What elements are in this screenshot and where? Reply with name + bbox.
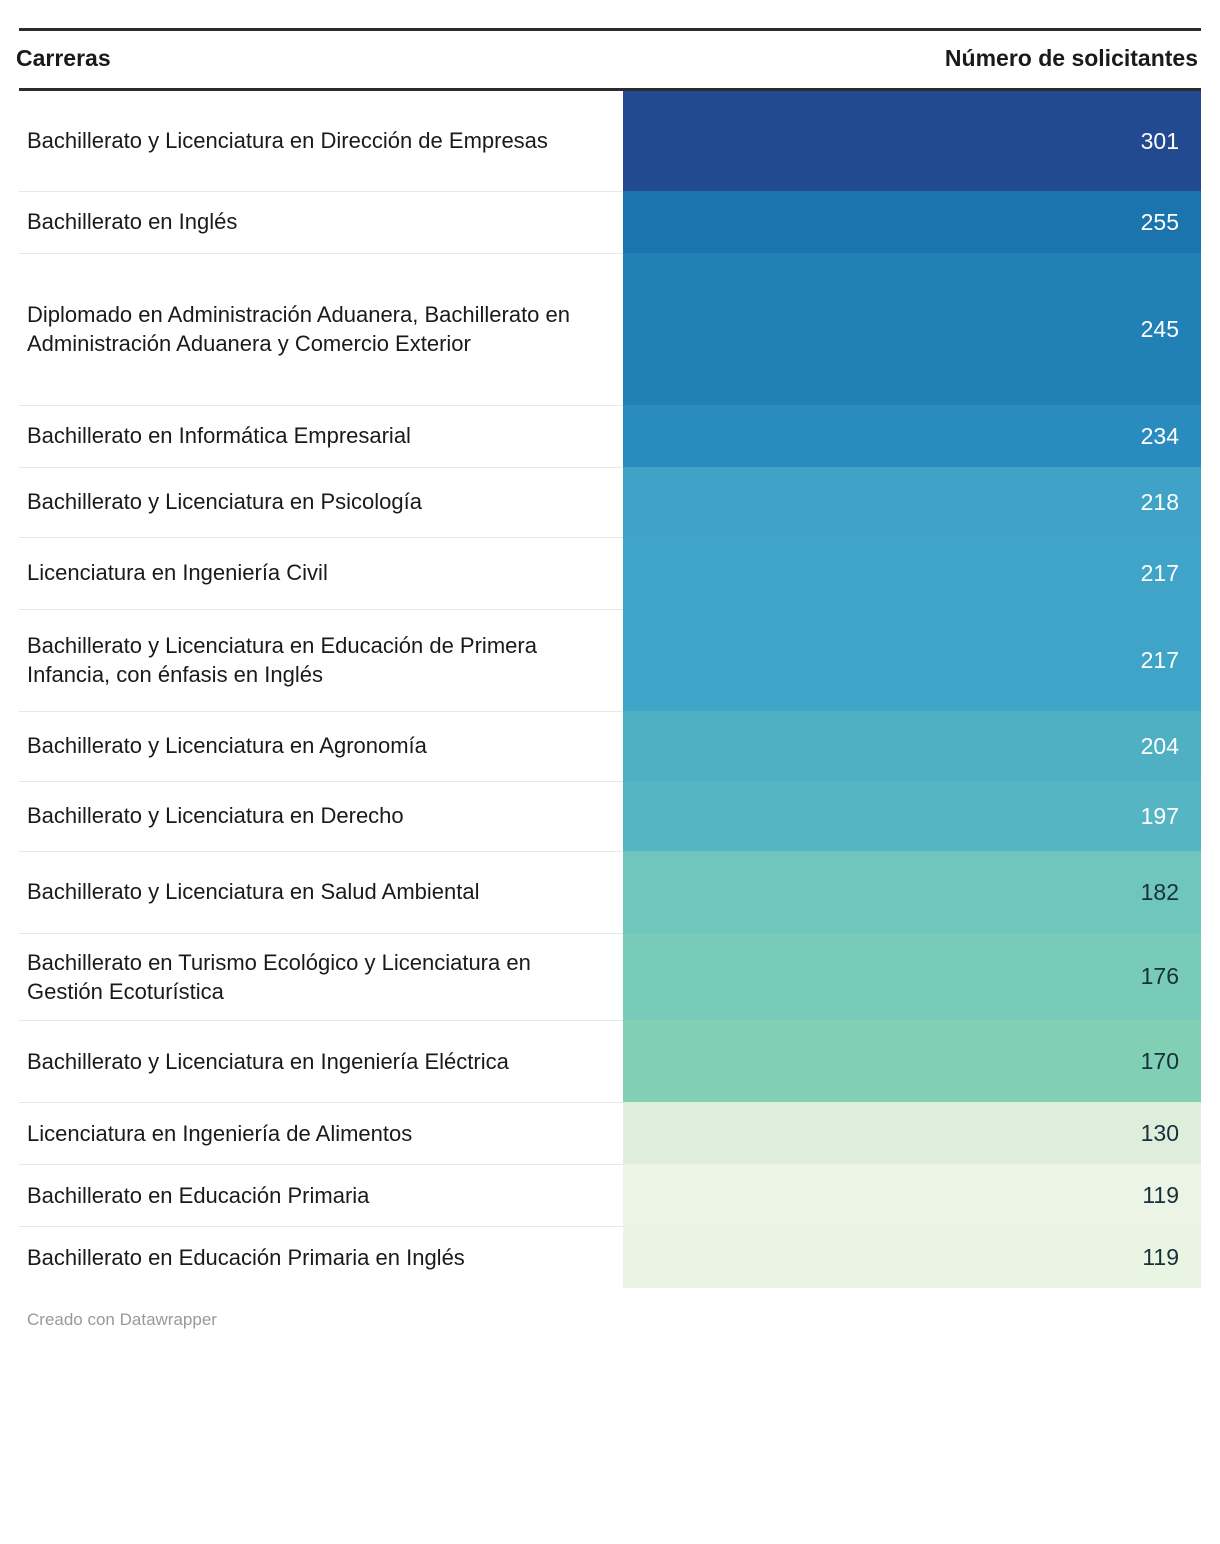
row-value: 301	[623, 91, 1201, 191]
table-row	[19, 1164, 1201, 1226]
table-row	[19, 253, 1201, 405]
column-header-carreras: Carreras	[16, 45, 111, 71]
table-row	[19, 1102, 1201, 1164]
row-label: Bachillerato y Licenciatura en Agronomía	[19, 711, 623, 781]
row-label: Licenciatura en Ingeniería Civil	[19, 537, 623, 609]
table-row	[19, 609, 1201, 711]
table-row	[19, 933, 1201, 1020]
row-value: 182	[623, 851, 1201, 933]
table-row	[19, 781, 1201, 851]
row-value: 204	[623, 711, 1201, 781]
table-body	[19, 91, 1201, 1288]
row-label: Bachillerato en Informática Empresarial	[19, 405, 623, 467]
row-value: 170	[623, 1020, 1201, 1102]
row-value: 197	[623, 781, 1201, 851]
table-row	[19, 191, 1201, 253]
chart-container	[0, 28, 1220, 1330]
table-row	[19, 711, 1201, 781]
table-row	[19, 537, 1201, 609]
row-label: Bachillerato en Educación Primaria	[19, 1164, 623, 1226]
row-value: 119	[623, 1226, 1201, 1288]
table-header	[8, 31, 1212, 88]
row-value: 255	[623, 191, 1201, 253]
row-value: 245	[623, 253, 1201, 405]
row-label: Bachillerato y Licenciatura en Ingeniería Eléctrica	[19, 1020, 623, 1102]
table-row	[19, 1226, 1201, 1288]
row-value: 218	[623, 467, 1201, 537]
chart-credit: Creado con Datawrapper	[27, 1310, 217, 1330]
column-header-solicitantes: Número de solicitantes	[944, 45, 1198, 71]
row-label: Bachillerato en Educación Primaria en Inglés	[27, 1244, 465, 1270]
row-label: Bachillerato y Licenciatura en Derecho	[19, 781, 623, 851]
table-row	[19, 405, 1201, 467]
row-label: Bachillerato en Inglés	[19, 191, 623, 253]
row-value: 234	[623, 405, 1201, 467]
table-row	[19, 91, 1201, 191]
row-value: 217	[623, 609, 1201, 711]
row-label: Bachillerato y Licenciatura en Psicología	[19, 467, 623, 537]
table-row	[19, 467, 1201, 537]
row-value: 217	[623, 537, 1201, 609]
row-value: 176	[623, 933, 1201, 1020]
row-label: Bachillerato en Turismo Ecológico y Licenciatura en Gestión Ecoturística	[19, 933, 623, 1020]
table-row	[19, 1020, 1201, 1102]
row-label: Bachillerato y Licenciatura en Salud Ambiental	[19, 851, 623, 933]
row-label: Bachillerato y Licenciatura en Educación de Primera Infancia, con énfasis en Inglés	[19, 609, 623, 711]
row-label: Licenciatura en Ingeniería de Alimentos	[19, 1102, 623, 1164]
header-row	[8, 31, 1212, 88]
row-value: 119	[623, 1164, 1201, 1226]
row-value: 130	[623, 1102, 1201, 1164]
table-row	[19, 851, 1201, 933]
row-label: Diplomado en Administración Aduanera, Bachillerato en Administración Aduanera y Comercio Exterior	[19, 253, 623, 405]
row-label: Bachillerato y Licenciatura en Dirección de Empresas	[19, 91, 623, 191]
